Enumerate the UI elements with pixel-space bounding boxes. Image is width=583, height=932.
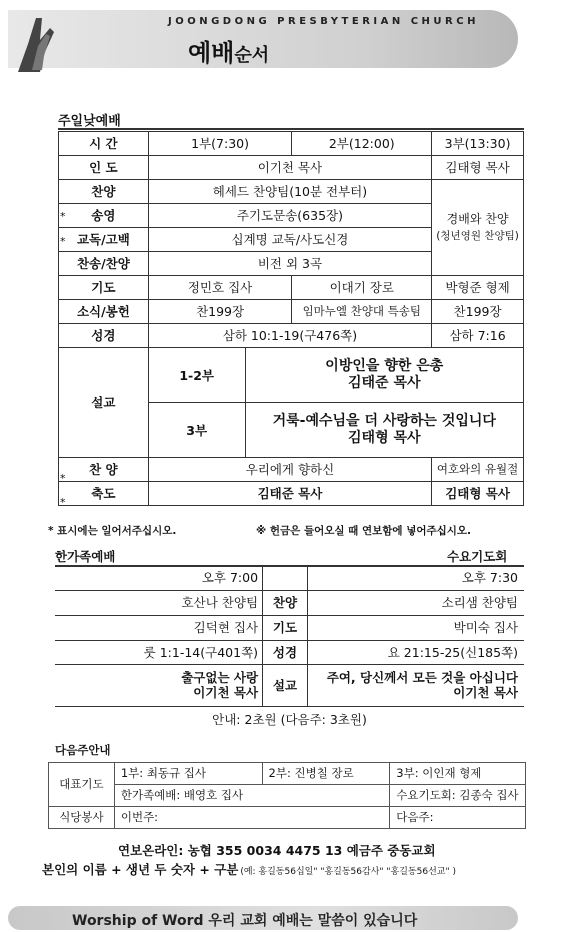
offering-name-rule: 본인의 이름 + 생년 두 숫자 + 구분 (예: 홍길동56십일" "홍길동56감사" "홍길동56선교" ): [42, 862, 456, 877]
church-name: JOONGDONG PRESBYTERIAN CHURCH: [168, 16, 479, 27]
footer-caption: Worship of Word 우리 교회 예배는 말씀이 있습니다: [72, 913, 418, 929]
section-title-wednesday: 수요기도회: [447, 549, 508, 564]
header: [0, 0, 583, 78]
page-title: 예배순서: [188, 39, 270, 67]
divider: [58, 128, 524, 130]
next-week-table: 대표기도 1부: 최동규 집사 2부: 진병칠 장로 3부: 이인재 형제 한가족예배: 배영호 집사 수요기도회: 김종숙 집사 식당봉사 이번주: 다음주:: [48, 762, 526, 829]
online-offering-info: 연보온라인: 농협 355 0034 4475 13 예금주 중동교회: [118, 843, 436, 858]
section-title-family: 한가족예배: [55, 549, 116, 564]
notice-stand: * 표시에는 일어서주십시오.: [48, 525, 177, 537]
section-title-next-week: 다음주안내: [55, 743, 111, 757]
stand-marker: *: [60, 472, 66, 485]
family-wednesday-table: 오후 7:00 오후 7:30 호산나 찬양팀 찬양 소리샘 찬양팀 김덕현 집사 기도 박미숙 집사 룻 1:1-14(구401쪽) 성경 요 21:15-25(신185쪽) 출구없는 사랑 이기천 목사 설교 주여, 당신께서 모든 것을 아십니다 이기천 목사 안내: 2초원 (다음주: 3초원): [55, 566, 524, 732]
row-label: 시 간: [59, 132, 149, 156]
stand-marker: *: [60, 496, 66, 509]
section-title-sunday: 주일낮예배: [58, 114, 121, 129]
stand-marker: *: [60, 210, 66, 223]
stand-marker: *: [60, 235, 66, 248]
sunday-order-table: 시 간 1부(7:30) 2부(12:00) 3부(13:30) 인 도 이기천 목사 김태형 목사 찬양 헤세드 찬양팀(10분 전부터) 경배와 찬양 (청년영원 찬양팀) 송영 주기도문송(635장) 교독/고백 십계명 교독/사도신경 찬송/찬양 비전 외 3곡 기도 정민호 집사 이대기 장로 박형준 형제 소식/봉헌 찬199장 임마누엘 찬양대 특송팀 찬199장 성경 삼하 10:1-19(구476쪽) 삼하 7:16 설교 1-2부 이방인을 향한 은총 김태준 목사 3부 거룩-예수님을 더 사랑하는 것입니다 김태형 목사 찬 양 우리에게 향하신 여호와의 유월절 축도 김태준 목사 김태형 목사: [58, 131, 524, 506]
praying-hands-icon: [10, 10, 70, 74]
notice-offering: ※ 헌금은 들어오실 때 연보함에 넣어주십시오.: [256, 525, 472, 537]
